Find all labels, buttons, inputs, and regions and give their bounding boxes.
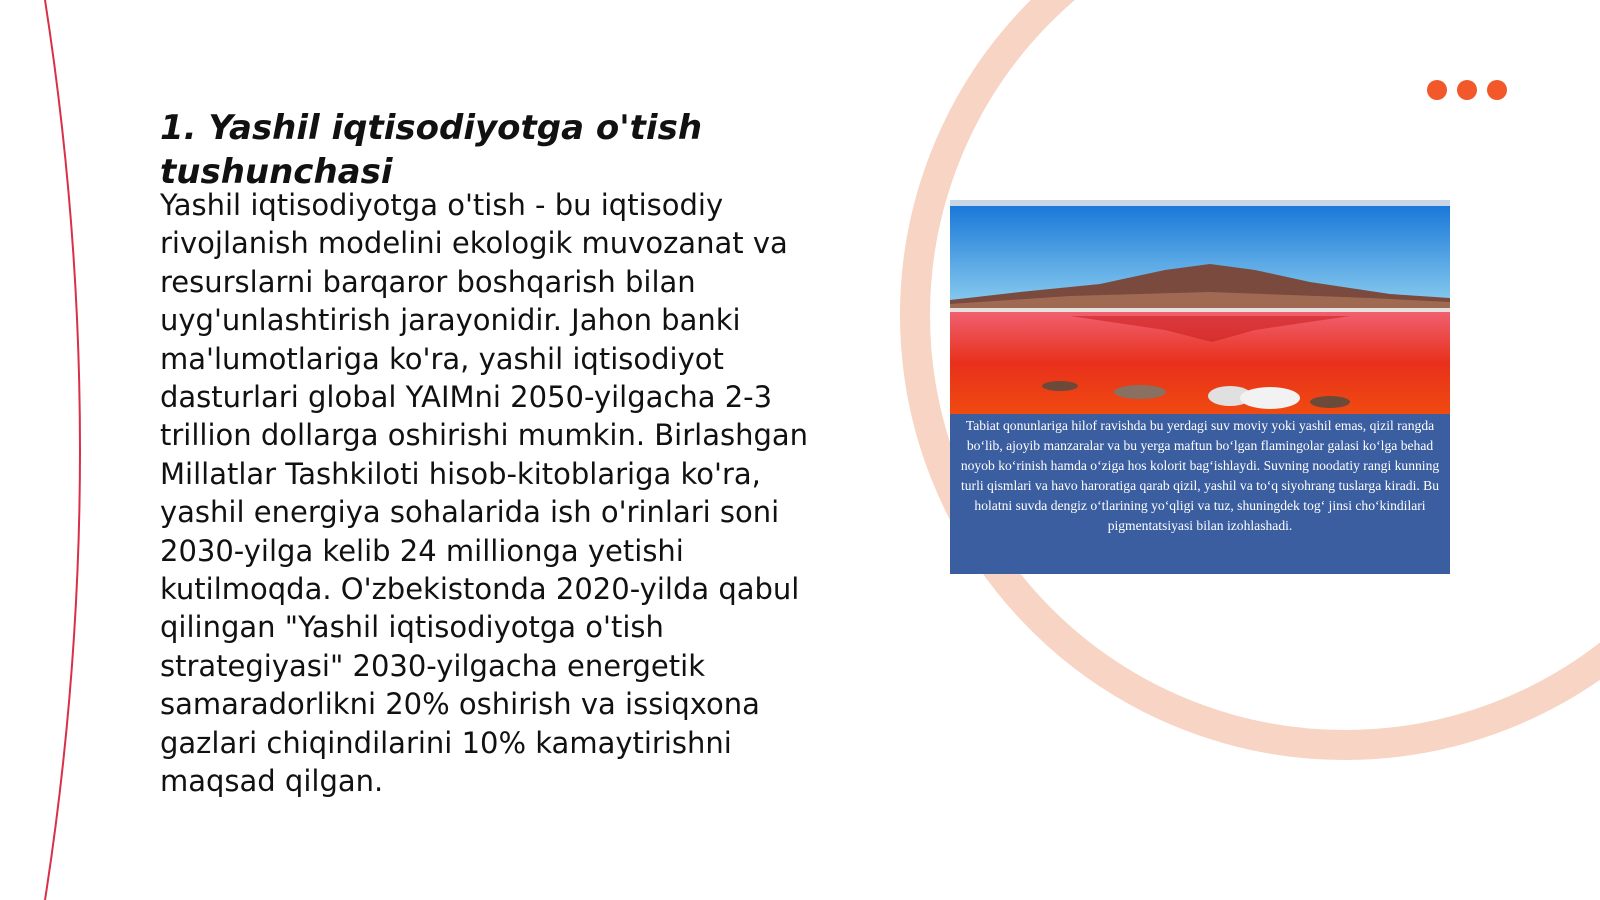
dot	[1427, 80, 1447, 100]
dot	[1457, 80, 1477, 100]
lake-photo-card	[950, 200, 1450, 574]
left-accent-line	[45, 0, 80, 900]
three-dots-icon	[1427, 80, 1507, 100]
red-lake-photo	[950, 200, 1450, 414]
photo-caption: Tabiat qonunlariga hilof ravishda bu yerdagi suv moviy yoki yashil emas, qizil rangda bo‘lib, ajoyib manzaralar va bu yerga maftun bo‘lgan flamingolar galasi ko‘lga behad noyob ko‘rinish hamda o‘ziga hos kolorit bag‘ishlaydi. Suvning noodatiy rangi kunning turli qismlari va havo haroratiga qarab qizil, yashil va to‘q siyohrang tuslarga kiradi. Bu holatni suvda dengiz o‘tlarining yo‘qligi va tuz, shuningdek tog‘ jinsi cho‘kindilari pigmentatsiyasi bilan izohlashadi.	[960, 418, 1440, 533]
slide-body-text: Yashil iqtisodiyotga o'tish - bu iqtisodiy rivojlanish modelini ekologik muvozanat va resurslarni barqaror boshqarish bilan uyg'unlashtirish jarayonidir. Jahon banki ma'lumotlariga ko'ra, yashil iqtisodiyot dasturlari global YAIMni 2050-yilgacha 2-3 trillion dollarga oshirishi mumkin. Birlashgan Millatlar Tashkiloti hisob-kitoblariga ko'ra, yashil energiya sohalarida ish o'rinlari soni 2030-yilga kelib 24 millionga yetishi kutilmoqda. O'zbekistonda 2020-yilda qabul qilingan "Yashil iqtisodiyotga o'tish strategiyasi" 2030-yilgacha energetik samaradorlikni 20% oshirish va issiqxona gazlari chiqindilarini 10% kamaytirishni maqsad qilgan.	[160, 188, 809, 799]
dot	[1487, 80, 1507, 100]
slide-title: 1. Yashil iqtisodiyotga o'tish tushunchasi	[160, 108, 703, 192]
